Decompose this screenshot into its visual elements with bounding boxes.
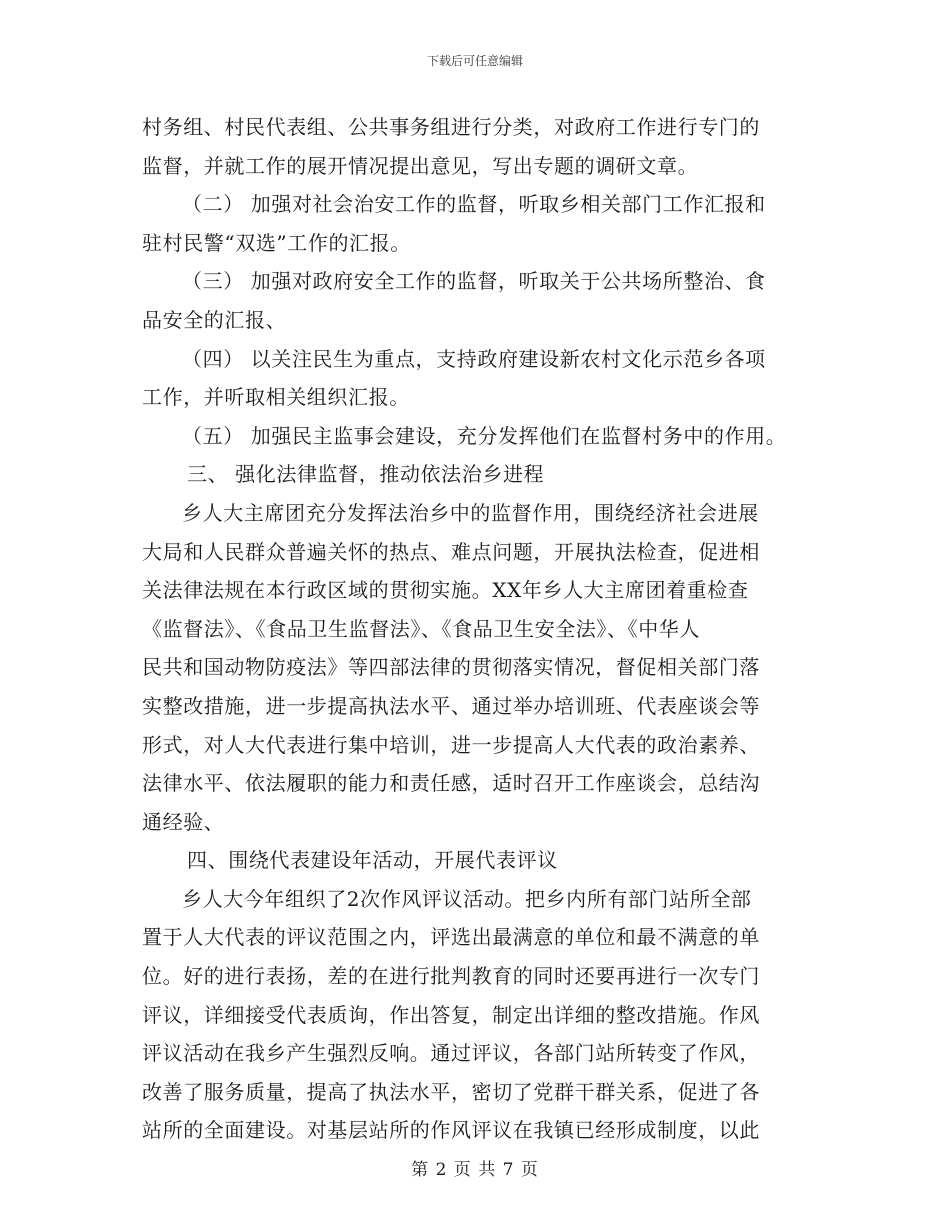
body-line: （五） 加强民主监事会建设，充分发挥他们在监督村务中的作用。 [182,423,787,448]
body-line: 位。好的进行表扬，差的在进行批判教育的同时还要再进行一次专门 [142,964,760,989]
body-line: 乡人大今年组织了2次作风评议活动。把乡内所有部门站所全部 [182,886,752,911]
body-line: 监督，并就工作的展开情况提出意见，写出专题的调研文章。 [142,153,699,178]
body-line: （二） 加强对社会治安工作的监督，听取乡相关部门工作汇报和 [182,192,766,217]
body-line: 站所的全面建设。对基层站所的作风评议在我镇已经形成制度，以此 [142,1118,760,1143]
section-heading: 四、围绕代表建设年活动，开展代表评议 [187,848,558,873]
page-header: 下载后可任意编辑 [426,54,523,68]
section-heading: 三、 强化法律监督，推动依法治乡进程 [187,462,545,487]
body-line: 实整改措施，进一步提高执法水平、通过举办培训班、代表座谈会等 [142,693,760,718]
body-line: （四） 以关注民生为重点，支持政府建设新农村文化示范乡各项 [182,346,766,371]
body-line: 评议，详细接受代表质询，作出答复，制定出详细的整改措施。作风 [142,1002,760,1027]
body-line: 驻村民警“双选”工作的汇报。 [142,230,411,255]
body-line: 品安全的汇报、 [142,307,287,332]
body-line: 工作，并听取相关组织汇报。 [142,385,410,410]
body-line: 大局和人民群众普遍关怀的热点、难点问题，开展执法检查，促进相 [142,539,760,564]
body-line: 置于人大代表的评议范围之内，评选出最满意的单位和最不满意的单 [142,925,760,950]
page-footer: 第 2 页 共 7 页 [411,1160,539,1180]
body-line: 形式，对人大代表进行集中培训，进一步提高人大代表的政治素养、 [142,732,760,757]
body-line: 《监督法》、《食品卫生监督法》、《食品卫生安全法》、《中华人 [142,616,700,641]
body-line: 乡人大主席团充分发挥法治乡中的监督作用，围绕经济社会进展 [182,500,759,525]
body-line: 民共和国动物防疫法》等四部法律的贯彻落实情况，督促相关部门落 [142,655,760,680]
body-line: 通经验、 [142,809,225,834]
body-line: （三） 加强对政府安全工作的监督，听取关于公共场所整治、食 [182,269,766,294]
body-line: 法律水平、依法履职的能力和责任感，适时召开工作座谈会，总结沟 [142,771,760,796]
body-line: 评议活动在我乡产生强烈反响。通过评议，各部门站所转变了作风， [142,1041,760,1066]
body-line: 村务组、村民代表组、公共事务组进行分类，对政府工作进行专门的 [142,115,760,139]
body-line: 关法律法规在本行政区域的贯彻实施。XX年乡人大主席团着重检查 [142,578,749,603]
document-body [142,108,832,1150]
body-line: 改善了服务质量，提高了执法水平，密切了党群干群关系，促进了各 [142,1079,760,1104]
